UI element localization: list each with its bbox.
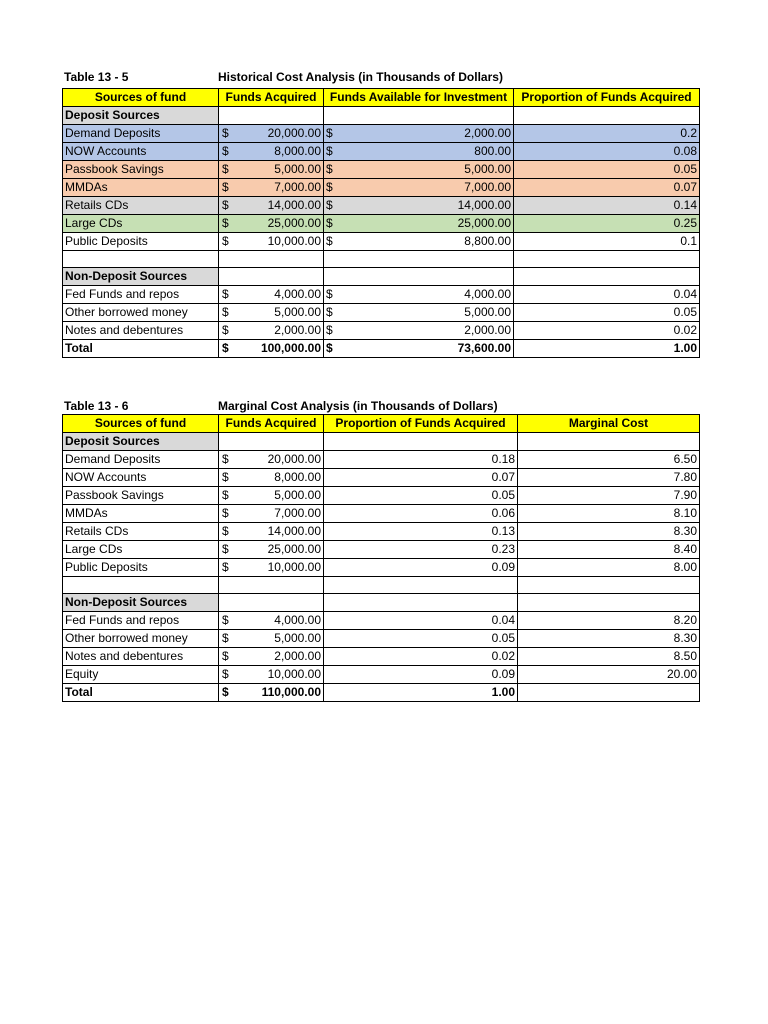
table5-caption-title: Historical Cost Analysis (in Thousands of Dollars) — [218, 70, 503, 84]
table5-source-cell: Other borrowed money — [63, 304, 219, 322]
table5-available-cell — [324, 304, 514, 322]
amount-value: 110,000.00 — [261, 685, 321, 699]
table6-marginal-cost-cell: 7.90 — [518, 487, 700, 505]
table6-nondeposit-section-row — [63, 594, 700, 612]
table6-acquired-cell — [219, 541, 324, 559]
table5-proportion-cell: 0.25 — [514, 215, 700, 233]
empty-cell — [518, 594, 700, 612]
amount-value: 5,000.00 — [274, 162, 321, 176]
table5-proportion-cell: 0.2 — [514, 125, 700, 143]
table5-row — [63, 161, 700, 179]
table5-row — [63, 143, 700, 161]
currency-symbol: $ — [326, 305, 333, 319]
table6-total-row — [63, 684, 700, 702]
amount-value: 7,000.00 — [464, 180, 511, 194]
amount-value: 20,000.00 — [267, 126, 321, 140]
table5-row — [63, 304, 700, 322]
table6-proportion-cell: 0.13 — [324, 523, 518, 541]
amount-value: 73,600.00 — [457, 341, 511, 355]
table6-acquired-cell — [219, 559, 324, 577]
table6-row — [63, 487, 700, 505]
table5-available-cell — [324, 125, 514, 143]
table6-deposit-section-label: Deposit Sources — [63, 433, 219, 451]
table6-row — [63, 523, 700, 541]
currency-symbol: $ — [222, 470, 229, 484]
empty-cell — [219, 594, 324, 612]
empty-cell — [324, 268, 514, 286]
table6-proportion-cell: 0.18 — [324, 451, 518, 469]
currency-symbol: $ — [326, 216, 333, 230]
table5-deposit-section-label: Deposit Sources — [63, 107, 219, 125]
table6-marginal-cost-cell: 8.10 — [518, 505, 700, 523]
table6-row — [63, 469, 700, 487]
currency-symbol: $ — [222, 560, 229, 574]
currency-symbol: $ — [222, 323, 229, 337]
table6-marginal-cost-cell: 7.80 — [518, 469, 700, 487]
table5-source-cell: Notes and debentures — [63, 322, 219, 340]
table5-row — [63, 197, 700, 215]
amount-value: 100,000.00 — [260, 341, 321, 355]
amount-value: 25,000.00 — [267, 542, 321, 556]
currency-symbol: $ — [222, 216, 229, 230]
empty-cell — [514, 251, 700, 268]
currency-symbol: $ — [222, 452, 229, 466]
marginal-cost-table — [62, 414, 700, 702]
table6-marginal-cost-cell: 8.50 — [518, 648, 700, 666]
table6-source-cell: Retails CDs — [63, 523, 219, 541]
table6-source-cell: Total — [63, 684, 219, 702]
amount-value: 25,000.00 — [267, 216, 321, 230]
table5-acquired-cell — [219, 215, 324, 233]
amount-value: 25,000.00 — [457, 216, 511, 230]
table6-marginal-cost-cell: 8.40 — [518, 541, 700, 559]
table5-acquired-cell — [219, 125, 324, 143]
table6-source-cell: Demand Deposits — [63, 451, 219, 469]
empty-cell — [514, 268, 700, 286]
amount-value: 8,000.00 — [274, 470, 321, 484]
table5-row — [63, 286, 700, 304]
table5-proportion-cell: 0.1 — [514, 233, 700, 251]
table5-proportion-cell: 0.05 — [514, 304, 700, 322]
empty-cell — [219, 268, 324, 286]
amount-value: 10,000.00 — [267, 234, 321, 248]
table6-spacer-row — [63, 577, 700, 594]
table6-nondeposit-section-label: Non-Deposit Sources — [63, 594, 219, 612]
table6-acquired-cell — [219, 451, 324, 469]
table6-acquired-cell — [219, 523, 324, 541]
amount-value: 4,000.00 — [274, 287, 321, 301]
table6-marginal-cost-cell: 8.00 — [518, 559, 700, 577]
currency-symbol: $ — [222, 287, 229, 301]
table6-acquired-cell — [219, 648, 324, 666]
amount-value: 800.00 — [474, 144, 511, 158]
table5-acquired-cell — [219, 340, 324, 358]
table5-available-cell — [324, 161, 514, 179]
table6-source-cell: Public Deposits — [63, 559, 219, 577]
table6-acquired-cell — [219, 666, 324, 684]
table5-available-cell — [324, 233, 514, 251]
currency-symbol: $ — [326, 323, 333, 337]
table5-proportion-cell: 0.14 — [514, 197, 700, 215]
table5-acquired-cell — [219, 233, 324, 251]
currency-symbol: $ — [222, 506, 229, 520]
table5-acquired-cell — [219, 161, 324, 179]
table6-proportion-cell: 1.00 — [324, 684, 518, 702]
table5-acquired-cell — [219, 143, 324, 161]
table5-header-row — [63, 89, 700, 107]
table6-proportion-cell: 0.07 — [324, 469, 518, 487]
table5-row — [63, 322, 700, 340]
currency-symbol: $ — [326, 234, 333, 248]
table6-marginal-cost-cell — [518, 684, 700, 702]
amount-value: 8,000.00 — [274, 144, 321, 158]
amount-value: 14,000.00 — [267, 198, 321, 212]
empty-cell — [219, 251, 324, 268]
table5-available-cell — [324, 322, 514, 340]
currency-symbol: $ — [222, 162, 229, 176]
table6-source-cell: Passbook Savings — [63, 487, 219, 505]
table5-proportion-cell: 1.00 — [514, 340, 700, 358]
table6-row — [63, 666, 700, 684]
currency-symbol: $ — [326, 144, 333, 158]
amount-value: 7,000.00 — [274, 180, 321, 194]
table6-row — [63, 451, 700, 469]
table5-header-available: Funds Available for Investment — [324, 89, 514, 107]
table6-header-row — [63, 415, 700, 433]
table6-caption-title: Marginal Cost Analysis (in Thousands of Dollars) — [218, 399, 498, 413]
table5-row — [63, 179, 700, 197]
amount-value: 5,000.00 — [464, 305, 511, 319]
table5-header-acquired: Funds Acquired — [219, 89, 324, 107]
table6-caption-id: Table 13 - 6 — [64, 399, 129, 413]
table6-marginal-cost-cell: 20.00 — [518, 666, 700, 684]
table6-source-cell: MMDAs — [63, 505, 219, 523]
table6-source-cell: Other borrowed money — [63, 630, 219, 648]
table6-row — [63, 648, 700, 666]
table5-source-cell: Public Deposits — [63, 233, 219, 251]
table5-source-cell: Total — [63, 340, 219, 358]
amount-value: 5,000.00 — [274, 631, 321, 645]
table5-row — [63, 233, 700, 251]
historical-cost-table — [62, 88, 700, 358]
table5-source-cell: Large CDs — [63, 215, 219, 233]
amount-value: 2,000.00 — [464, 323, 511, 337]
table6-row — [63, 630, 700, 648]
table5-source-cell: Passbook Savings — [63, 161, 219, 179]
amount-value: 14,000.00 — [267, 524, 321, 538]
empty-cell — [518, 577, 700, 594]
table6-acquired-cell — [219, 612, 324, 630]
table5-acquired-cell — [219, 197, 324, 215]
currency-symbol: $ — [222, 524, 229, 538]
table5-source-cell: Fed Funds and repos — [63, 286, 219, 304]
table6-proportion-cell: 0.06 — [324, 505, 518, 523]
table5-available-cell — [324, 197, 514, 215]
table6-row — [63, 541, 700, 559]
table5-deposit-section-row — [63, 107, 700, 125]
table6-deposit-section-row — [63, 433, 700, 451]
table6-row — [63, 612, 700, 630]
table6-acquired-cell — [219, 487, 324, 505]
empty-cell — [324, 251, 514, 268]
currency-symbol: $ — [222, 341, 229, 355]
empty-cell — [219, 577, 324, 594]
currency-symbol: $ — [222, 305, 229, 319]
amount-value: 14,000.00 — [457, 198, 511, 212]
table5-source-cell: NOW Accounts — [63, 143, 219, 161]
table6-acquired-cell — [219, 469, 324, 487]
amount-value: 20,000.00 — [267, 452, 321, 466]
table5-row — [63, 125, 700, 143]
amount-value: 4,000.00 — [464, 287, 511, 301]
empty-cell — [324, 577, 518, 594]
currency-symbol: $ — [222, 144, 229, 158]
table5-total-row — [63, 340, 700, 358]
currency-symbol: $ — [222, 685, 229, 699]
empty-cell — [324, 594, 518, 612]
table6-proportion-cell: 0.09 — [324, 559, 518, 577]
currency-symbol: $ — [222, 488, 229, 502]
table5-nondeposit-section-row — [63, 268, 700, 286]
table6-marginal-cost-cell: 8.30 — [518, 630, 700, 648]
table5-source-cell: Demand Deposits — [63, 125, 219, 143]
table5-acquired-cell — [219, 286, 324, 304]
empty-cell — [63, 577, 219, 594]
amount-value: 5,000.00 — [274, 305, 321, 319]
table6-proportion-cell: 0.05 — [324, 487, 518, 505]
table5-header-proportion: Proportion of Funds Acquired — [514, 89, 700, 107]
table5-nondeposit-section-label: Non-Deposit Sources — [63, 268, 219, 286]
table6-row — [63, 559, 700, 577]
table6-source-cell: Equity — [63, 666, 219, 684]
amount-value: 2,000.00 — [274, 323, 321, 337]
amount-value: 2,000.00 — [464, 126, 511, 140]
table5-available-cell — [324, 340, 514, 358]
table6-marginal-cost-cell: 6.50 — [518, 451, 700, 469]
table5-caption-id: Table 13 - 5 — [64, 70, 129, 84]
table6-source-cell: Fed Funds and repos — [63, 612, 219, 630]
table5-available-cell — [324, 143, 514, 161]
table5-source-cell: Retails CDs — [63, 197, 219, 215]
table6-proportion-cell: 0.09 — [324, 666, 518, 684]
table6-header-proportion: Proportion of Funds Acquired — [324, 415, 518, 433]
table5-acquired-cell — [219, 304, 324, 322]
table5-available-cell — [324, 215, 514, 233]
amount-value: 8,800.00 — [464, 234, 511, 248]
table6-source-cell: Large CDs — [63, 541, 219, 559]
table6-proportion-cell: 0.05 — [324, 630, 518, 648]
table6-row — [63, 505, 700, 523]
currency-symbol: $ — [326, 162, 333, 176]
currency-symbol: $ — [222, 234, 229, 248]
amount-value: 10,000.00 — [267, 667, 321, 681]
table6-header-marginal-cost: Marginal Cost — [518, 415, 700, 433]
currency-symbol: $ — [326, 126, 333, 140]
currency-symbol: $ — [222, 631, 229, 645]
amount-value: 5,000.00 — [274, 488, 321, 502]
table6-source-cell: NOW Accounts — [63, 469, 219, 487]
table5-proportion-cell: 0.04 — [514, 286, 700, 304]
table5-header-source: Sources of fund — [63, 89, 219, 107]
amount-value: 5,000.00 — [464, 162, 511, 176]
table5-proportion-cell: 0.07 — [514, 179, 700, 197]
table6-header-acquired: Funds Acquired — [219, 415, 324, 433]
table5-source-cell: MMDAs — [63, 179, 219, 197]
table5-row — [63, 215, 700, 233]
currency-symbol: $ — [326, 180, 333, 194]
table5-available-cell — [324, 179, 514, 197]
currency-symbol: $ — [222, 198, 229, 212]
table5-proportion-cell: 0.05 — [514, 161, 700, 179]
currency-symbol: $ — [326, 198, 333, 212]
currency-symbol: $ — [222, 649, 229, 663]
table6-source-cell: Notes and debentures — [63, 648, 219, 666]
table5-proportion-cell: 0.08 — [514, 143, 700, 161]
table6-marginal-cost-cell: 8.30 — [518, 523, 700, 541]
table5-available-cell — [324, 286, 514, 304]
currency-symbol: $ — [222, 180, 229, 194]
table6-acquired-cell — [219, 630, 324, 648]
table6-proportion-cell: 0.23 — [324, 541, 518, 559]
table5-acquired-cell — [219, 322, 324, 340]
table6-acquired-cell — [219, 684, 324, 702]
currency-symbol: $ — [326, 341, 333, 355]
currency-symbol: $ — [222, 542, 229, 556]
table6-marginal-cost-cell: 8.20 — [518, 612, 700, 630]
amount-value: 7,000.00 — [274, 506, 321, 520]
table5-spacer-row — [63, 251, 700, 268]
amount-value: 4,000.00 — [274, 613, 321, 627]
currency-symbol: $ — [222, 667, 229, 681]
amount-value: 2,000.00 — [274, 649, 321, 663]
table6-header-source: Sources of fund — [63, 415, 219, 433]
currency-symbol: $ — [326, 287, 333, 301]
amount-value: 10,000.00 — [267, 560, 321, 574]
table6-proportion-cell: 0.02 — [324, 648, 518, 666]
table5-proportion-cell: 0.02 — [514, 322, 700, 340]
currency-symbol: $ — [222, 613, 229, 627]
empty-cell — [63, 251, 219, 268]
table6-proportion-cell: 0.04 — [324, 612, 518, 630]
table6-acquired-cell — [219, 505, 324, 523]
table5-acquired-cell — [219, 179, 324, 197]
currency-symbol: $ — [222, 126, 229, 140]
